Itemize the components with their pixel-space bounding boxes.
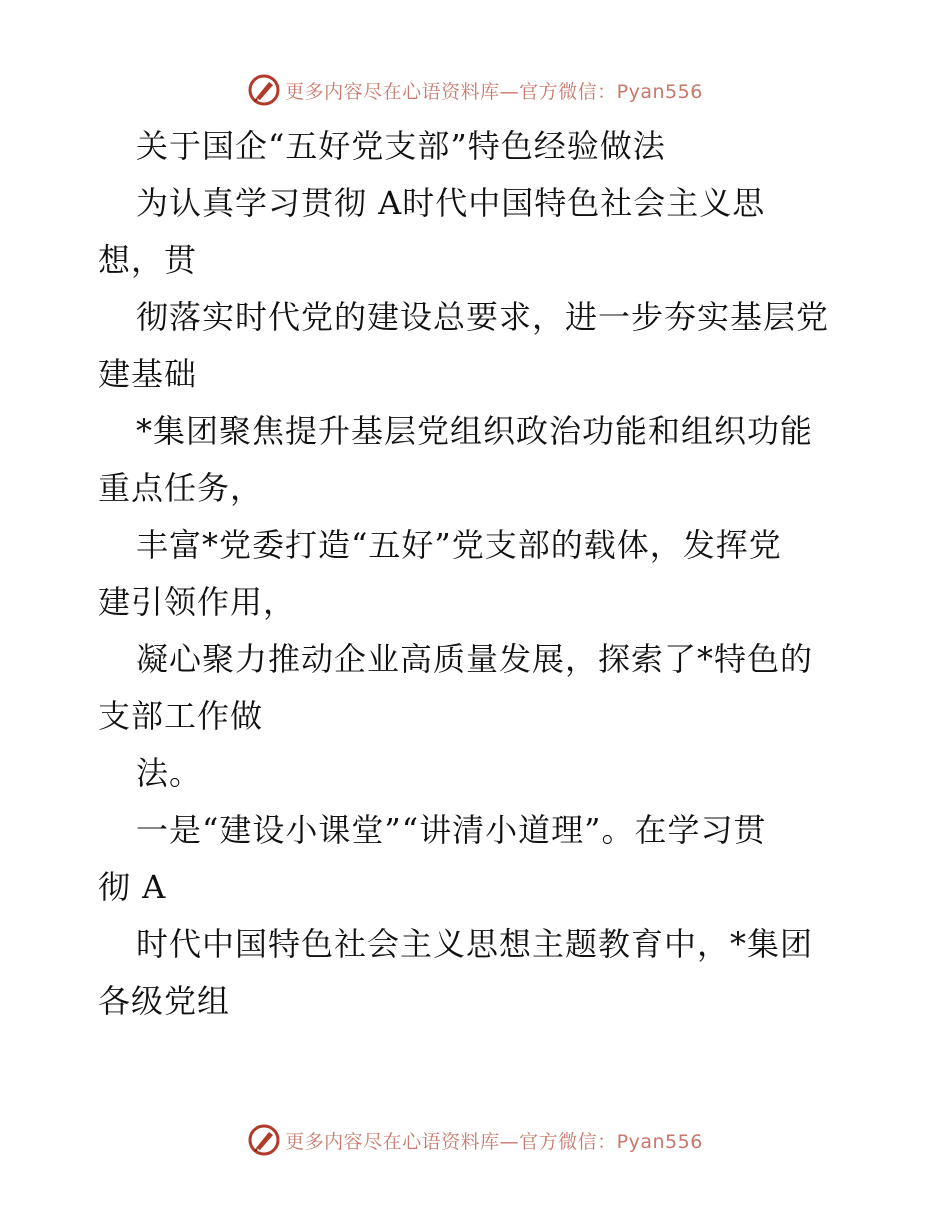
header-banner-text: 更多内容尽在心语资料库—官方微信：Pyan556 xyxy=(285,80,703,103)
paragraph-line: 为认真学习贯彻 A时代中国特色社会主义思 xyxy=(136,184,766,222)
document-body xyxy=(98,118,858,1030)
quill-pen-circle-icon xyxy=(247,73,281,107)
paragraph-line: 重点任务， xyxy=(98,469,264,507)
paragraph-line: 建基础 xyxy=(98,355,198,393)
paragraph-line: *集团聚焦提升基层党组织政治功能和组织功能 xyxy=(136,412,814,450)
paragraph-line: 各级党组 xyxy=(98,982,231,1020)
paragraph-line: 彻 A xyxy=(98,868,167,906)
paragraph-line: 建引领作用， xyxy=(98,583,297,621)
quill-pen-circle-icon xyxy=(247,1123,281,1157)
paragraph-line: 一是“建设小课堂”“讲清小道理”。在学习贯 xyxy=(136,811,767,849)
doc-title: 关于国企“五好党支部”特色经验做法 xyxy=(136,127,666,165)
paragraph-line: 时代中国特色社会主义思想主题教育中，*集团 xyxy=(136,925,814,963)
paragraph-line: 法。 xyxy=(136,754,203,792)
footer-banner-text: 更多内容尽在心语资料库—官方微信：Pyan556 xyxy=(285,1130,703,1153)
paragraph-line: 彻落实时代党的建设总要求，进一步夯实基层党 xyxy=(136,298,830,336)
paragraph-line: 丰富*党委打造“五好”党支部的载体，发挥党 xyxy=(136,526,782,564)
header-banner xyxy=(0,70,950,110)
paragraph-line: 想，贯 xyxy=(98,241,198,279)
paragraph-line: 支部工作做 xyxy=(98,697,264,735)
footer-banner xyxy=(0,1120,950,1160)
paragraph-line: 凝心聚力推动企业高质量发展，探索了*特色的 xyxy=(136,640,814,678)
